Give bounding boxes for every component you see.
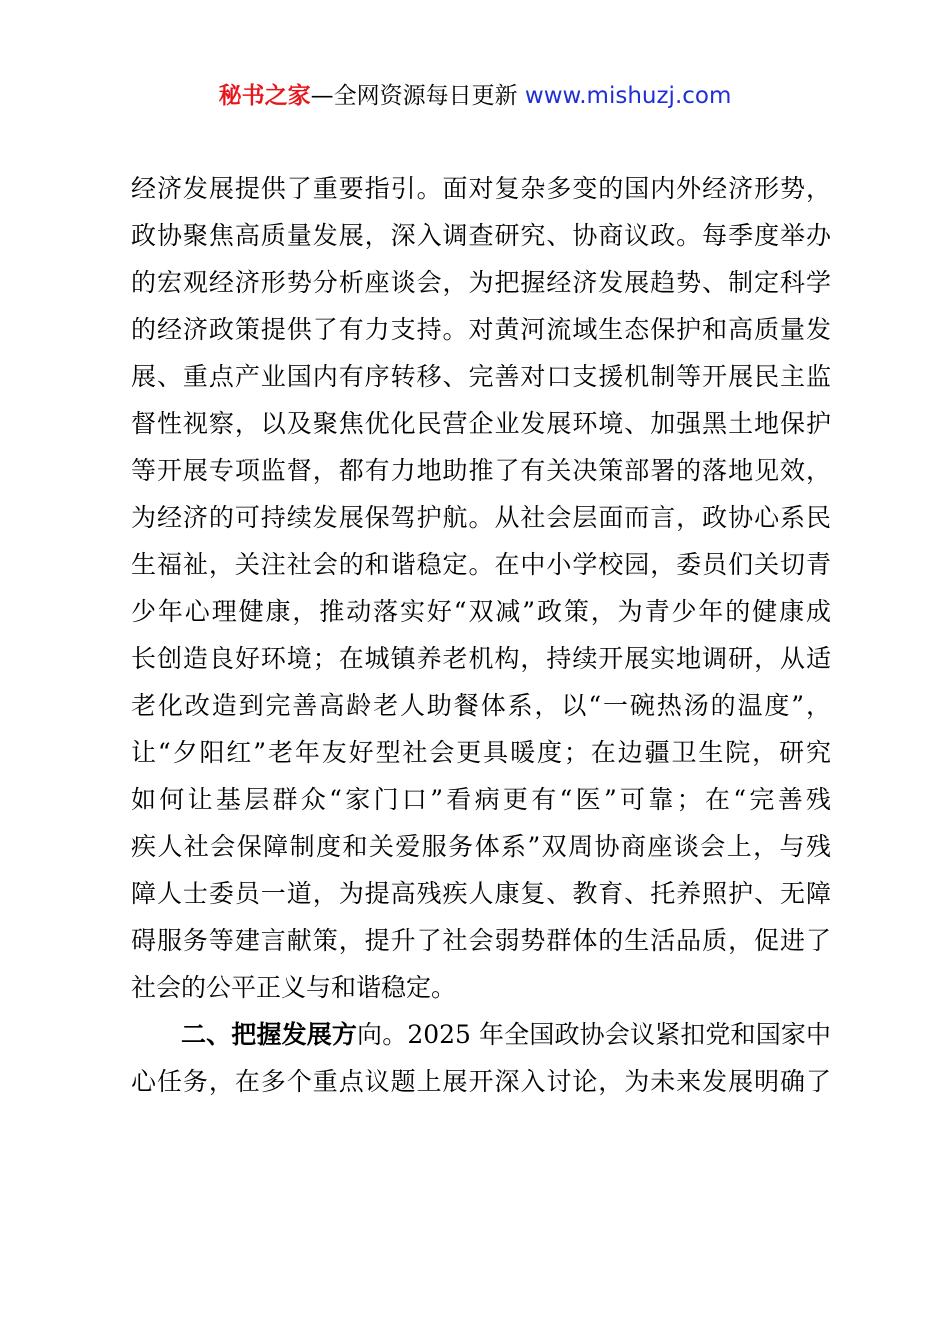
page-header: [0, 80, 950, 112]
text-line: 的经济政策提供了有力支持。对黄河流域生态保护和高质量发: [131, 315, 831, 344]
document-body: [131, 165, 831, 1105]
text-line: 政协聚焦高质量发展，深入调查研究、协商议政。每季度举办: [131, 221, 831, 250]
text-line: 老化改造到完善高龄老人助餐体系，以“一碗热汤的温度”，: [131, 691, 831, 720]
text-line: 障人士委员一道，为提高残疾人康复、教育、托养照护、无障: [131, 879, 831, 908]
text-line: 等开展专项监督，都有力地助推了有关决策部署的落地见效，: [131, 456, 831, 485]
section-heading: 二、把握发展方: [181, 1020, 358, 1049]
brand-name: 秘书之家: [218, 83, 311, 109]
text-line: 展、重点产业国内有序转移、完善对口支援机制等开展民主监: [131, 362, 831, 391]
text-line: 长创造良好环境；在城镇养老机构，持续开展实地调研，从适: [131, 644, 831, 673]
text-line: 社会的公平正义与和谐稳定。: [131, 973, 457, 1002]
text-line: 生福祉，关注社会的和谐稳定。在中小学校园，委员们关切青: [131, 550, 831, 579]
text-line: 如何让基层群众“家门口”看病更有“医”可靠；在“完善残: [131, 785, 831, 814]
text-line: 碍服务等建言献策，提升了社会弱势群体的生活品质，促进了: [131, 926, 831, 955]
text-line: 的宏观经济形势分析座谈会，为把握经济发展趋势、制定科学: [131, 268, 831, 297]
text-line: 心任务，在多个重点议题上展开深入讨论，为未来发展明确了: [131, 1067, 831, 1096]
text-line: 少年心理健康，推动落实好“双减”政策，为青少年的健康成: [131, 597, 831, 626]
text-line: 为经济的可持续发展保驾护航。从社会层面而言，政协心系民: [131, 503, 831, 532]
section-two-first-line: [131, 1011, 831, 1058]
text-line: 督性视察，以及聚焦优化民营企业发展环境、加强黑土地保护: [131, 409, 831, 438]
text-line: 疾人社会保障制度和关爱服务体系”双周协商座谈会上，与残: [131, 832, 831, 861]
text-line: 让“夕阳红”老年友好型社会更具暖度；在边疆卫生院，研究: [131, 738, 831, 767]
text-line: 经济发展提供了重要指引。面对复杂多变的国内外经济形势，: [131, 174, 831, 203]
section-text: 向。2025 年全国政协会议紧扣党和国家中: [357, 1020, 831, 1049]
site-url-link[interactable]: www.mishuzj.com: [524, 83, 732, 109]
header-slogan: —全网资源每日更新: [310, 83, 518, 109]
